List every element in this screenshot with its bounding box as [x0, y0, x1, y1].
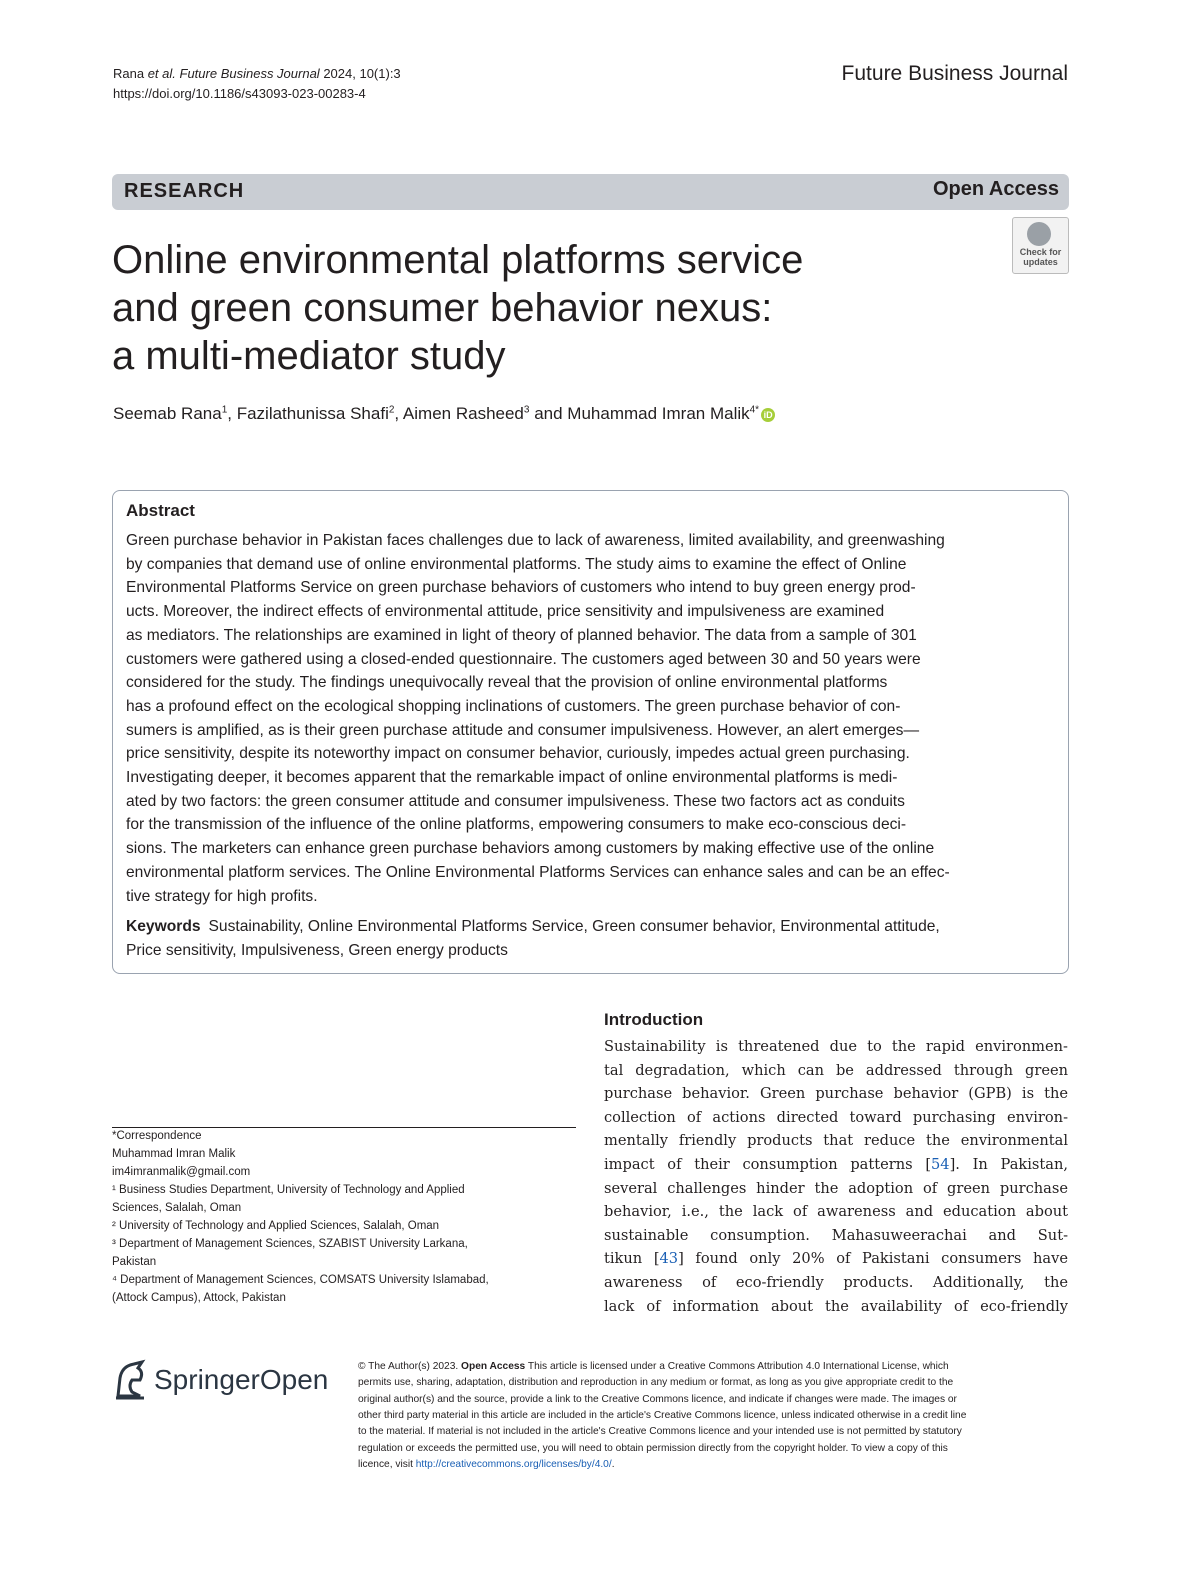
keywords-list-continued: Price sensitivity, Impulsiveness, Green energy products	[126, 941, 508, 959]
author-name: Muhammad Imran Malik	[567, 404, 750, 423]
license-line	[358, 1361, 949, 1372]
springer-open-wordmark	[154, 1364, 328, 1396]
abstract-line: sumers is amplified, as is their green purchase attitude and consumer impulsiveness. However, an alert emerges—	[126, 721, 920, 739]
footnote-line: Pakistan	[112, 1256, 157, 1268]
abstract-line: as mediators. The relationships are examined in light of theory of planned behavior. The data from a sample of 301	[126, 626, 917, 644]
license-line: regulation or exceeds the permitted use, you will need to obtain permission directly from the copyright holder. To view a copy of this	[358, 1442, 948, 1454]
license-url-link[interactable]: http://creativecommons.org/licenses/by/4.0/	[415, 1458, 612, 1470]
author-name: Aimen Rasheed	[402, 404, 524, 423]
body-line	[604, 1250, 1068, 1267]
abstract-line: ucts. Moreover, the indirect effects of environmental attitude, price sensitivity and impulsiveness are examined	[126, 603, 885, 621]
footnote-line: *Correspondence	[112, 1130, 202, 1142]
citation-authors: Rana	[113, 66, 145, 81]
keywords-label: Keywords	[126, 918, 201, 935]
citation-journal: Future Business Journal	[179, 66, 320, 81]
introduction-heading: Introduction	[604, 1010, 704, 1029]
abstract-line: has a profound effect on the ecological shopping inclinations of customers. The green purchase behavior of con-	[126, 697, 901, 715]
abstract-line: tive strategy for high profits.	[126, 887, 318, 905]
author-conjunction: and	[534, 404, 563, 423]
abstract-line: for the transmission of the influence of the online platforms, empowering consumers to make eco-conscious deci-	[126, 816, 907, 834]
body-text: impact of their consumption patterns [	[604, 1156, 932, 1173]
affiliation-mark: 3	[523, 404, 530, 416]
abstract-line: by companies that demand use of online environmental platforms. The study aims to examine the effect of Online	[126, 555, 907, 573]
footnote-line: Muhammad Imran Malik	[112, 1148, 236, 1160]
citation	[113, 64, 401, 104]
footnote-divider	[112, 1127, 576, 1128]
reference-link[interactable]: 43	[659, 1250, 679, 1268]
author-name: Fazilathunissa Shafi	[236, 404, 389, 423]
keywords-list: Sustainability, Online Environmental Platforms Service, Green consumer behavior, Environmental attitude,	[208, 918, 940, 935]
abstract-line: Investigating deeper, it becomes apparent that the remarkable impact of online environmental platforms is medi-	[126, 769, 898, 786]
license-open-access: Open Access	[461, 1361, 526, 1372]
footnote-line: Sciences, Salalah, Oman	[112, 1202, 242, 1214]
body-text: ]. In Pakistan,	[949, 1156, 1068, 1173]
body-line: awareness of eco-friendly products. Additionally, the	[604, 1274, 1068, 1291]
license-text: This article is licensed under a Creative Commons Attribution 4.0 International License, which	[527, 1361, 949, 1372]
body-line: tal degradation, which can be addressed through green	[604, 1061, 1068, 1079]
abstract-heading: Abstract	[126, 501, 195, 520]
body-line: behavior, i.e., the lack of awareness and education about	[604, 1203, 1068, 1221]
body-line: sustainable consumption. Mahasuweerachai and Sut-	[604, 1226, 1068, 1244]
author-list: Seemab Rana$^1$, Fazilathunissa Shafi$^2$, Aimen Rasheed$^3$ and Muhammad Imran Malik$^{4*}$ iD	[113, 404, 775, 424]
footnote-email[interactable]: im4imranmalik@gmail.com	[112, 1166, 251, 1178]
abstract-line: Environmental Platforms Service on green purchase behaviors of customers who intend to buy green energy prod-	[126, 579, 916, 597]
footnote-line: ³ Department of Management Sciences, SZABIST University Larkana,	[112, 1238, 468, 1250]
abstract-line: Green purchase behavior in Pakistan faces challenges due to lack of awareness, limited availability, and greenwashing	[126, 532, 945, 549]
abstract-line: price sensitivity, despite its noteworthy impact on consumer behavior, curiously, impedes actual green purchasing.	[126, 745, 910, 763]
citation-etal: et al.	[147, 66, 176, 81]
body-line	[604, 1156, 1068, 1173]
license-text: .	[611, 1458, 615, 1470]
license-line: original author(s) and the source, provide a link to the Creative Commons licence, and indicate if changes were made. The images or	[358, 1393, 957, 1405]
title-line: and green consumer behavior nexus:	[112, 286, 773, 330]
abstract-line: environmental platform services. The Online Environmental Platforms Services can enhance sales and can be an effec-	[126, 863, 950, 881]
body-line: several challenges hinder the adoption of green purchase	[604, 1179, 1068, 1197]
orcid-icon[interactable]: iD	[761, 408, 775, 422]
license-text: © The Author(s) 2023.	[358, 1361, 459, 1372]
abstract-line: ated by two factors: the green consumer attitude and consumer impulsiveness. These two factors act as conduits	[126, 792, 905, 810]
affiliation-mark: 1	[221, 404, 228, 416]
footnote-line: (Attock Campus), Attock, Pakistan	[112, 1292, 286, 1304]
body-text: tikun [	[604, 1250, 660, 1268]
body-text: ] found only 20% of Pakistani consumers have	[678, 1250, 1068, 1268]
footnote-line: ² University of Technology and Applied Sciences, Salalah, Oman	[112, 1220, 440, 1232]
citation-volume: 2024, 10(1):3	[323, 66, 401, 81]
springer-wordmark: Springer	[154, 1364, 260, 1395]
abstract-line: customers were gathered using a closed-ended questionnaire. The customers aged between 30 and 50 years were	[126, 650, 921, 668]
keywords	[126, 918, 940, 936]
body-line: purchase behavior. Green purchase behavior (GPB) is the	[604, 1085, 1068, 1103]
body-line: lack of information about the availability of eco-friendly	[604, 1297, 1068, 1315]
springer-horse-icon	[112, 1358, 148, 1402]
article-type-banner	[112, 174, 1069, 210]
license-line: to the material. If material is not included in the article's Creative Commons licence and your intended use is not permitted by statutory	[358, 1426, 962, 1438]
article-type-label: RESEARCH	[124, 180, 245, 202]
open-wordmark: Open	[259, 1364, 329, 1395]
open-access-label: Open Access	[933, 178, 1059, 200]
license-line: other third party material in this article are included in the article's Creative Commons licence, unless indicated otherwise in a credit line	[358, 1409, 967, 1421]
abstract-line: sions. The marketers can enhance green purchase behaviors among customers by making effective use of the online	[126, 840, 935, 858]
check-for-updates-label: Check for updates	[1019, 247, 1062, 267]
license-text: licence, visit	[358, 1458, 413, 1470]
affiliation-mark: 4*	[749, 404, 760, 416]
journal-name: Future Business Journal	[841, 62, 1068, 85]
license-line	[358, 1459, 615, 1470]
check-for-updates-badge[interactable]	[1012, 217, 1069, 274]
author-name: Seemab Rana	[113, 404, 222, 423]
title-line: a multi-mediator study	[112, 334, 506, 378]
doi-link[interactable]: https://doi.org/10.1186/s43093-023-00283-4	[113, 86, 366, 101]
body-line: mentally friendly products that reduce the environmental	[604, 1132, 1068, 1150]
affiliation-mark: 2	[388, 404, 395, 416]
license-line: permits use, sharing, adaptation, distribution and reproduction in any medium or format, as long as you give appropriate credit to the	[358, 1377, 954, 1389]
crossmark-icon	[1027, 222, 1051, 246]
footnote-line: ⁴ Department of Management Sciences, COMSATS University Islamabad,	[112, 1274, 489, 1286]
abstract-line: considered for the study. The findings unequivocally reveal that the provision of online environmental platforms	[126, 674, 888, 692]
footnote-line: ¹ Business Studies Department, University of Technology and Applied	[112, 1184, 465, 1196]
reference-link[interactable]: 54	[931, 1156, 950, 1173]
body-line: Sustainability is threatened due to the rapid environmen-	[604, 1038, 1068, 1055]
citation-line	[113, 64, 401, 84]
title-line: Online environmental platforms service	[112, 238, 804, 282]
body-line: collection of actions directed toward purchasing environ-	[604, 1108, 1068, 1126]
article-title	[112, 236, 972, 380]
